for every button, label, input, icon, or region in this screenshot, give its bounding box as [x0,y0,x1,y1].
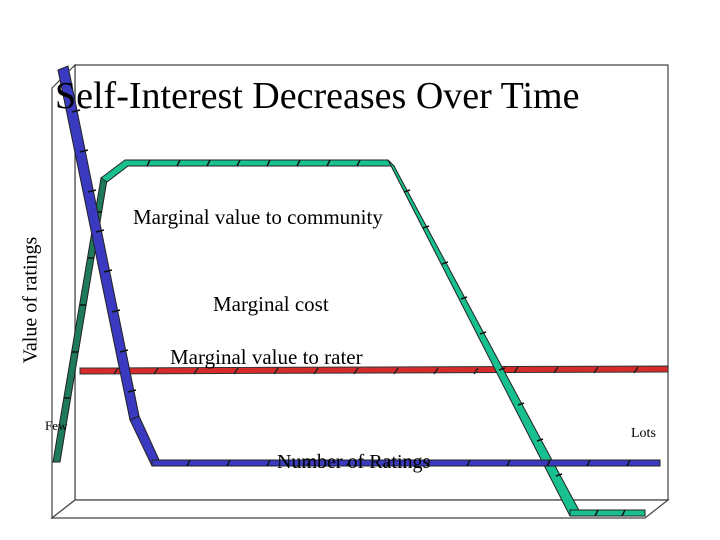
community-label: Marginal value to community [133,205,383,229]
plot-back-panel [75,65,668,500]
cost-band [80,366,668,374]
x-axis-label: Number of Ratings [277,451,431,473]
x-axis-low-label: Few [45,418,68,433]
cost-line [80,366,668,374]
community-floor [570,510,645,516]
diagram-title: Self-Interest Decreases Over Time [55,75,580,117]
x-axis-high-label: Lots [631,426,656,441]
cost-label: Marginal cost [213,292,329,316]
rater-label: Marginal value to rater [170,345,363,369]
y-axis-label: Value of ratings [19,236,42,364]
